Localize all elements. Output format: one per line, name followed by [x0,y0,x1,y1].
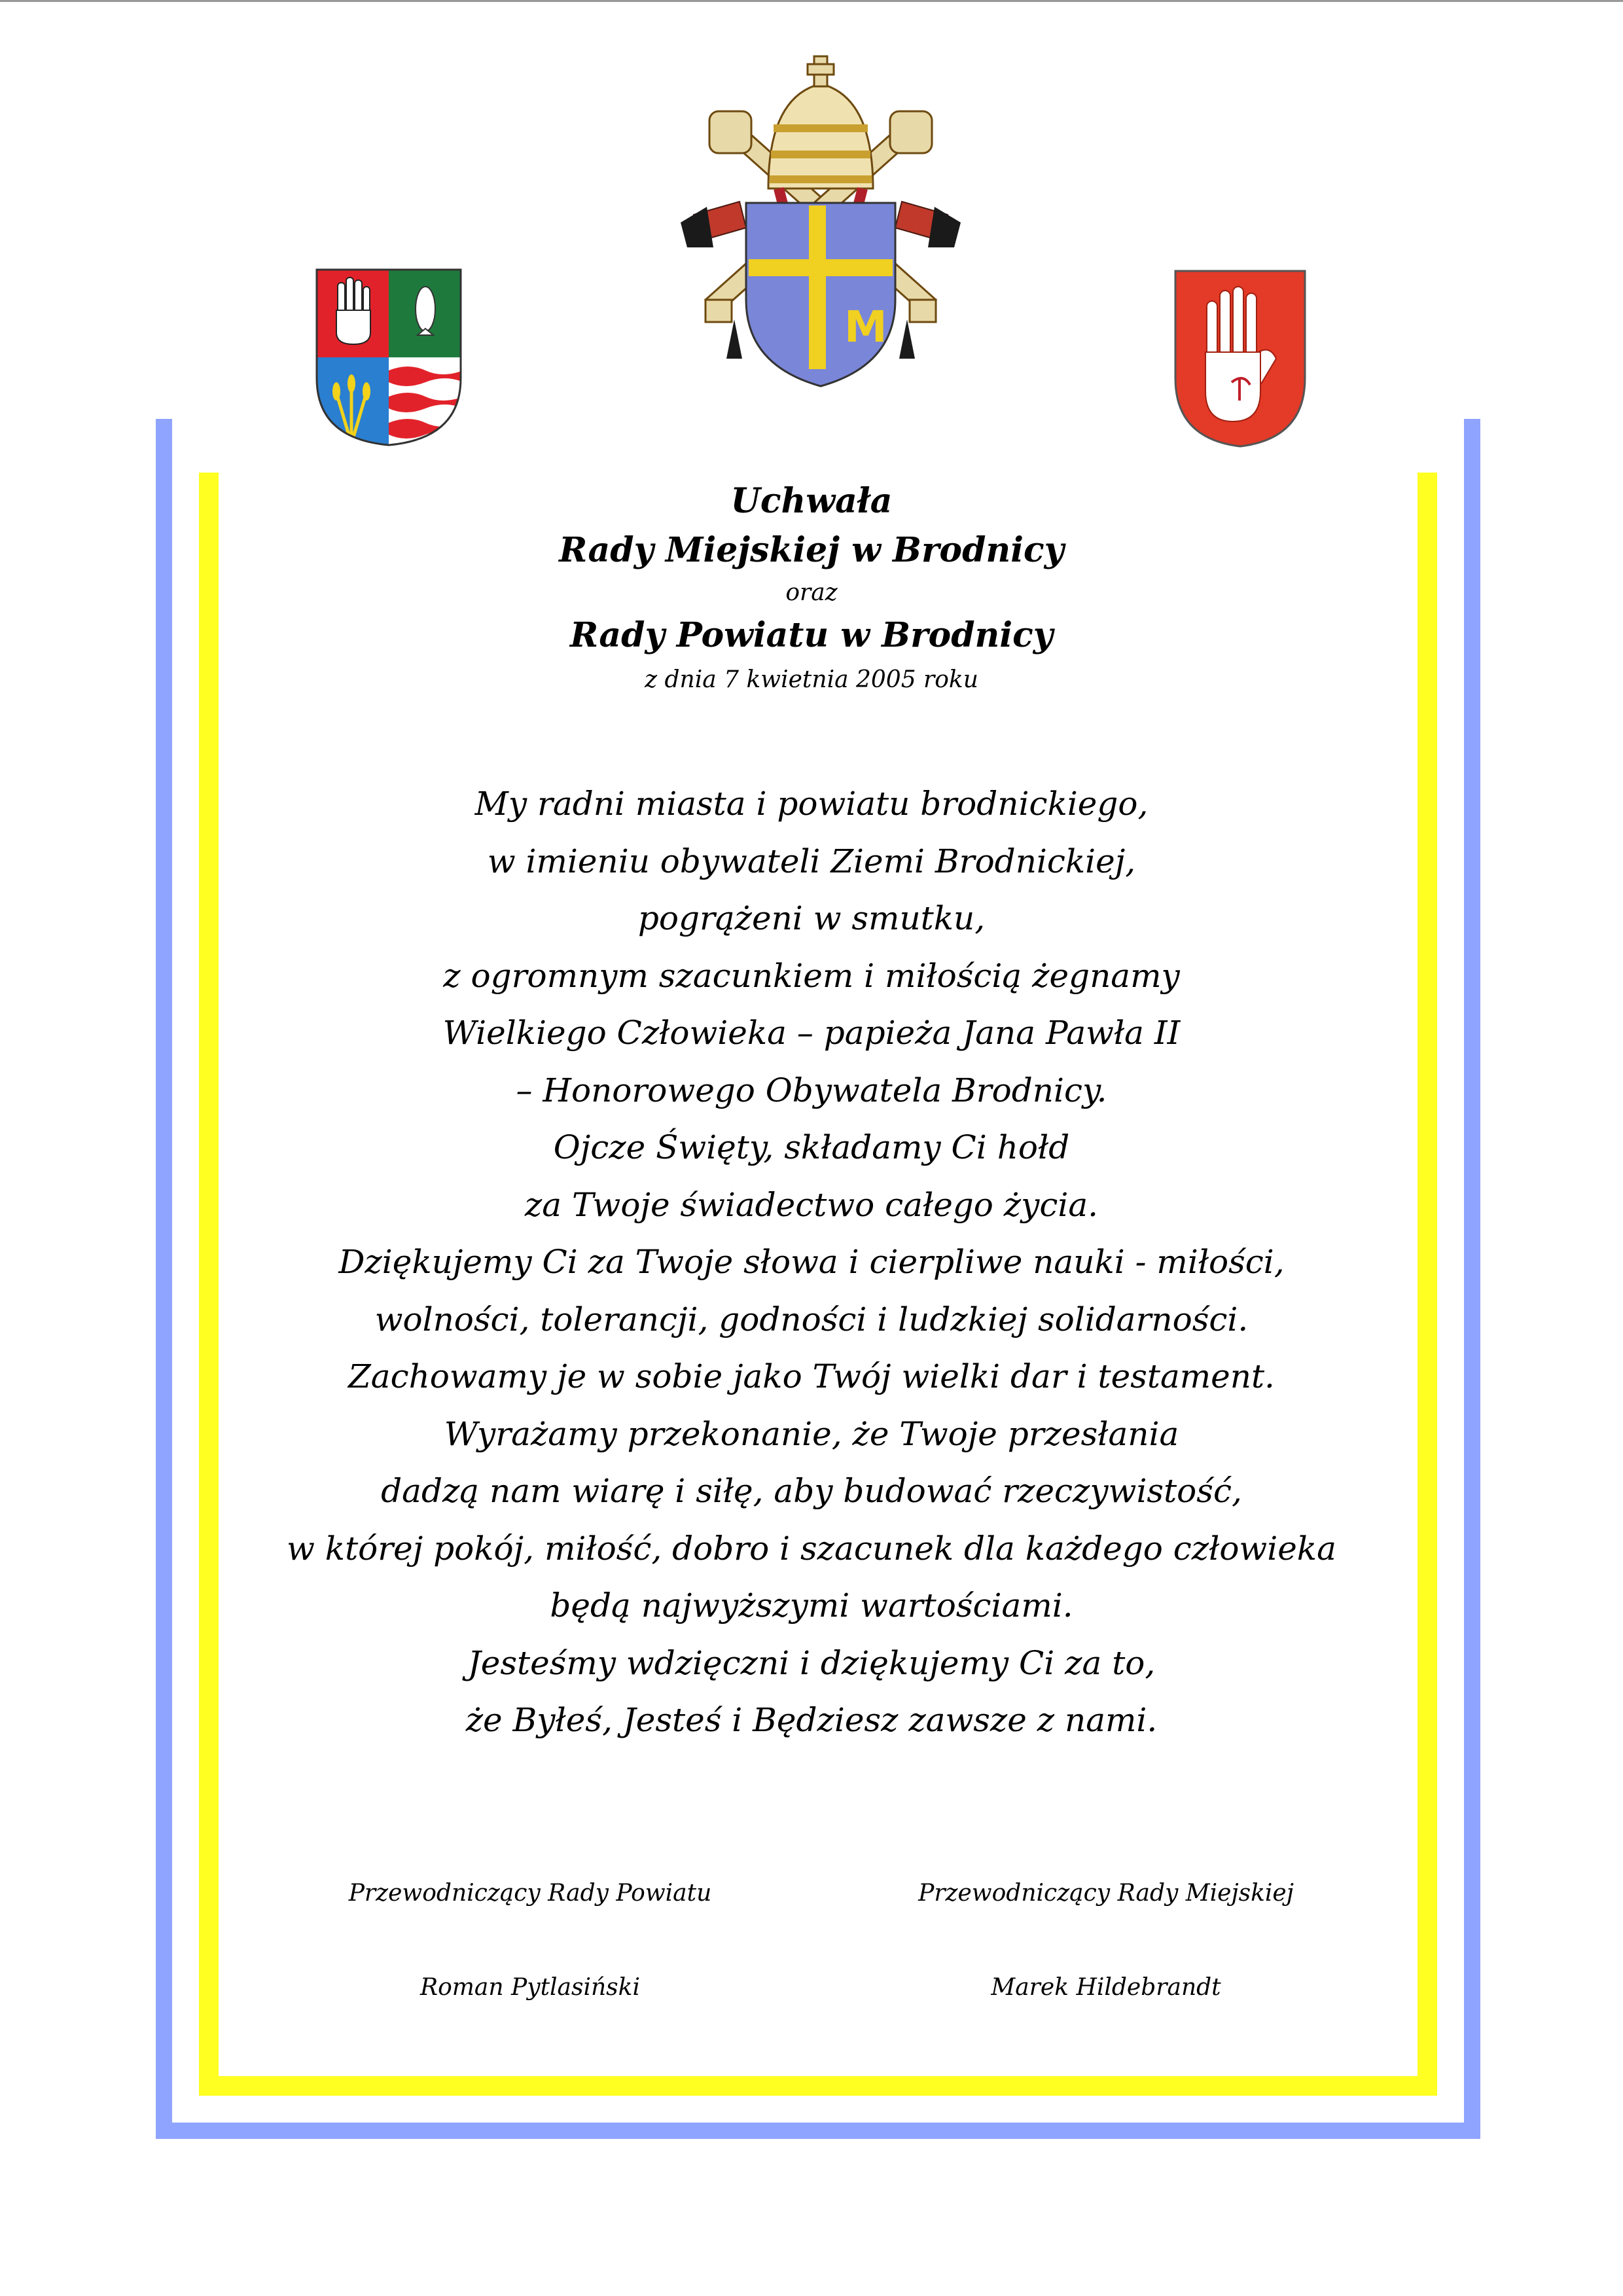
left-signatory-name: Roman Pytlasiński [420,1974,640,2001]
right-signatory-name: Marek Hildebrandt [991,1974,1221,2001]
body-line: w imieniu obywateli Ziemi Brodnickiej, [487,842,1136,880]
document-title: Uchwała [730,481,893,521]
body-line: Jesteśmy wdzięczni i dziękujemy Ci za to, [467,1643,1156,1682]
body-line: – Honorowego Obywatela Brodnicy. [516,1071,1107,1109]
body-line: Zachowamy je w sobie jako Twój wielki dar i testament. [348,1357,1275,1395]
body-line: pogrążeni w smutku, [637,899,986,937]
svg-text:M: M [844,302,887,352]
body-line: My radni miasta i powiatu brodnickiego, [474,785,1149,823]
body-line: wolności, tolerancji, godności i ludzkiej solidarności. [374,1300,1249,1338]
conjunction: oraz [785,579,838,606]
body-line: dadzą nam wiarę i siłę, aby budować rzeczywistość, [381,1472,1242,1510]
county-coat-of-arms-icon [314,267,463,448]
town-coat-of-arms-icon [1171,267,1309,450]
body-line: za Twoje świadectwo całego życia. [524,1185,1099,1224]
top-rule [0,0,1623,2]
right-signatory-title: Przewodniczący Rady Miejskiej [918,1880,1294,1907]
body-line: Ojcze Święty, składamy Ci hołd [553,1128,1070,1166]
body-line: Wielkiego Człowieka – papieża Jana Pawła II [442,1014,1181,1052]
resolution-body [0,776,1623,1749]
body-line: że Byłeś, Jesteś i Będziesz zawsze z nami. [465,1701,1158,1739]
body-line: z ogromnym szacunkiem i miłością żegnamy [443,956,1180,995]
council-name-county: Rady Powiatu w Brodnicy [569,615,1053,655]
left-signatory-title: Przewodniczący Rady Powiatu [348,1880,712,1907]
body-line: Wyrażamy przekonanie, że Twoje przesłania [444,1414,1179,1453]
blue-border-cap-right [1464,419,1480,432]
council-name-city: Rady Miejskiej w Brodnicy [559,530,1064,570]
body-line: Dziękujemy Ci za Twoje słowa i cierpliwe nauki - miłości, [338,1243,1285,1281]
blue-border-cap-left [156,419,172,432]
resolution-date: z dnia 7 kwietnia 2005 roku [645,666,978,693]
body-line: w której pokój, miłość, dobro i szacunek dla każdego człowieka [287,1529,1336,1568]
papal-coat-of-arms-icon [681,51,961,391]
body-line: będą najwyższymi wartościami. [550,1587,1073,1624]
